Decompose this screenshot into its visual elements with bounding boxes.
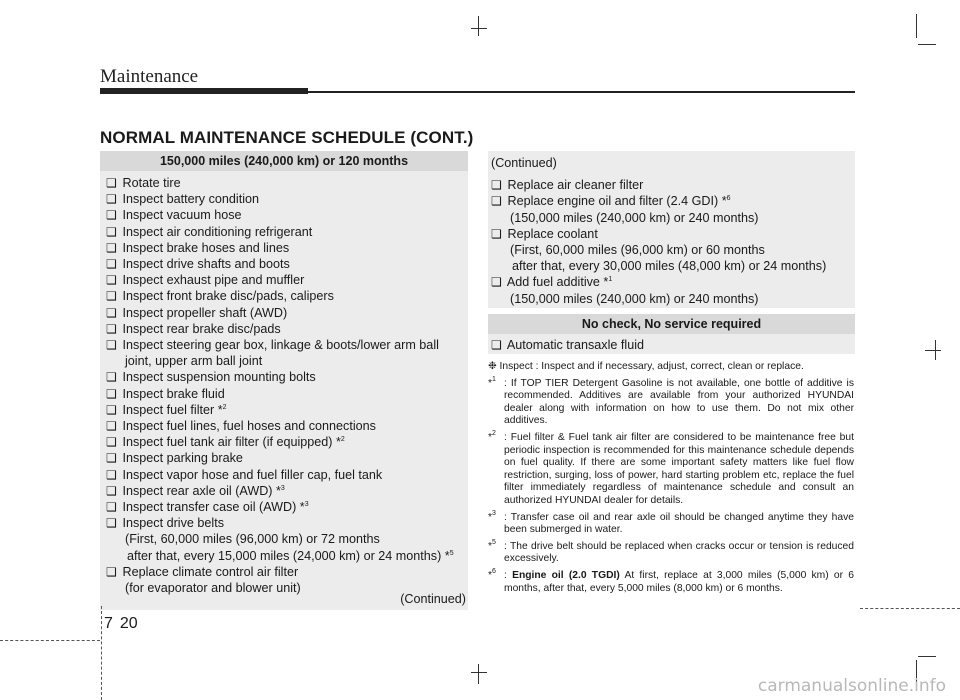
list-item xyxy=(106,207,468,223)
list-item xyxy=(106,224,468,240)
list-item xyxy=(106,402,468,418)
list-item-text: Inspect air conditioning refrigerant xyxy=(122,224,313,239)
header-title: Maintenance xyxy=(100,66,199,87)
list-item-text: Rotate tire xyxy=(122,176,181,190)
list-item xyxy=(106,272,468,288)
footnote-mark: *$^3$ xyxy=(488,509,496,523)
footnote-marker: 3 xyxy=(280,484,285,492)
checkbox-icon: ❑ xyxy=(491,194,502,209)
footnote-marker: 2 xyxy=(492,429,496,437)
footnote-marker: 1 xyxy=(492,375,496,383)
checkbox-icon: ❑ xyxy=(106,500,117,515)
schedule-box-150k xyxy=(100,151,468,610)
footnote-marker: 3 xyxy=(492,509,496,517)
list-item-text: Inspect drive belts xyxy=(122,516,225,531)
list-item-fuel-additive xyxy=(491,274,855,290)
crop-mark-top-right-vertical xyxy=(916,14,917,38)
footnote-marker: 5 xyxy=(492,538,496,546)
checkbox-icon: ❑ xyxy=(106,192,117,207)
checkbox-icon: ❑ xyxy=(106,467,117,482)
checkbox-icon: ❑ xyxy=(491,338,502,352)
list-item-text: Automatic transaxle fluid xyxy=(506,338,645,352)
checkbox-icon: ❑ xyxy=(106,419,117,434)
list-item-text: Replace engine oil and filter (2.4 GDI) * xyxy=(507,194,727,209)
continued-label: (Continued) xyxy=(400,592,466,606)
header-rule-thin xyxy=(308,91,855,93)
footnote-marker: 6 xyxy=(726,195,731,203)
list-item-subtext: (for evaporator and blower unit) xyxy=(125,581,301,596)
list-item-transaxle-fluid xyxy=(488,334,855,353)
footnote-mark: *$^2$ xyxy=(488,429,496,443)
list-item-text: Inspect vapor hose and fuel filler cap, fuel tank xyxy=(122,467,383,482)
crop-mark-bottom-vertical xyxy=(478,664,479,684)
schedule-box-continued xyxy=(488,151,855,308)
footnote-mark: *$^1$ xyxy=(488,375,496,389)
list-item-coolant xyxy=(491,226,855,242)
list-item-text: Add fuel additive * xyxy=(506,275,609,290)
crop-mark-top-right-horizontal xyxy=(918,44,936,45)
footnote-text xyxy=(504,570,854,595)
footnote-marker: 6 xyxy=(492,567,496,575)
list-item xyxy=(106,418,468,434)
checkbox-icon: ❑ xyxy=(491,226,502,241)
crop-mark-bottom-right-horizontal xyxy=(918,656,936,657)
footnote-body: At first, replace at 3,000 miles (5,000 km) or 6 months, after that, every 5,000 miles (8,000 km) or 6 months. xyxy=(504,569,854,594)
footnote-text: Inspect : Inspect and if necessary, adjust, correct, clean or replace. xyxy=(499,361,804,372)
list-item-subtext: (First, 60,000 miles (96,000 km) or 60 months xyxy=(510,243,765,258)
footnote-2 xyxy=(488,429,854,508)
chapter-number: 7 xyxy=(104,615,113,632)
list-item xyxy=(106,240,468,256)
checkbox-icon: ❑ xyxy=(106,516,117,531)
list-item-text: Inspect steering gear box, linkage & boots/lower arm ball xyxy=(122,338,439,353)
list-item-text: Replace air cleaner filter xyxy=(507,178,644,193)
footnote-6 xyxy=(488,567,854,595)
checkbox-icon: ❑ xyxy=(491,178,502,193)
list-item-subtext: after that, every 30,000 miles (48,000 km) or 24 months) xyxy=(512,259,827,274)
list-item xyxy=(106,483,468,499)
list-item-text: Inspect transfer case oil (AWD) * xyxy=(122,500,305,515)
footnote-mark: *$^5$ xyxy=(488,538,496,552)
list-item xyxy=(106,288,468,304)
list-item-text: Inspect vacuum hose xyxy=(122,208,242,223)
watermark: carmanualsonline.info xyxy=(757,676,946,696)
list-item-text: Inspect propeller shaft (AWD) xyxy=(122,305,288,320)
footnote-marker: 3 xyxy=(304,501,309,509)
footnote-marker: 5 xyxy=(449,549,454,557)
footnote-text: : The drive belt should be replaced when cracks occur or tension is reduced excessively. xyxy=(504,540,854,565)
page-number-value: 20 xyxy=(119,615,138,632)
list-item-subtext: (First, 60,000 miles (96,000 km) or 72 months xyxy=(125,532,380,547)
checkbox-icon: ❑ xyxy=(106,338,117,353)
schedule-item-list xyxy=(100,171,468,596)
footnote-1 xyxy=(488,375,854,428)
footer-dashed-rule-right xyxy=(860,608,960,609)
checkbox-icon: ❑ xyxy=(491,275,502,290)
list-item-text: Replace climate control air filter xyxy=(122,564,299,579)
footnote-inspect xyxy=(488,361,854,374)
no-check-box xyxy=(488,314,855,354)
list-item-text: Inspect exhaust pipe and muffler xyxy=(122,273,305,288)
checkbox-icon: ❑ xyxy=(106,240,117,255)
list-item-text: Inspect brake fluid xyxy=(122,386,225,401)
checkbox-icon: ❑ xyxy=(106,370,117,385)
list-item-text: Inspect fuel tank air filter (if equipped) * xyxy=(122,435,341,450)
checkbox-icon: ❑ xyxy=(106,564,117,579)
list-item xyxy=(106,175,468,191)
header-rule-thick xyxy=(100,88,308,94)
list-item xyxy=(106,321,468,337)
checkbox-icon: ❑ xyxy=(106,386,117,401)
list-item xyxy=(106,450,468,466)
footer-dashed-rule xyxy=(0,640,100,641)
list-item xyxy=(106,305,468,321)
list-item-text: Inspect fuel filter * xyxy=(122,402,223,417)
list-item-text: Inspect parking brake xyxy=(122,451,243,466)
list-item-engine-oil xyxy=(491,193,855,209)
checkbox-icon: ❑ xyxy=(106,176,117,190)
list-item xyxy=(106,434,468,450)
list-item-text: Replace coolant xyxy=(507,226,598,241)
schedule-item-list-continued xyxy=(488,151,855,307)
checkbox-icon: ❑ xyxy=(106,483,117,498)
list-item xyxy=(106,369,468,385)
checkbox-icon: ❑ xyxy=(106,224,117,239)
checkbox-icon: ❑ xyxy=(106,435,117,450)
footnote-marker: 2 xyxy=(222,403,227,411)
page-number-divider-vertical xyxy=(101,606,102,700)
footnotes xyxy=(488,361,854,595)
checkbox-icon: ❑ xyxy=(106,321,117,336)
list-item-air-cleaner xyxy=(491,177,855,193)
list-item xyxy=(106,337,468,353)
footnote-text: : If TOP TIER Detergent Gasoline is not available, one bottle of additive is recommended. Additives are available from your authorized HYUNDAI dealer along with information on how to use them. Do not mix other additives. xyxy=(504,377,854,427)
footnote-mark: *$^6$ xyxy=(488,567,496,581)
checkbox-icon: ❑ xyxy=(106,273,117,288)
checkbox-icon: ❑ xyxy=(106,208,117,223)
list-item-subtext-line: after that, every 15,000 miles (24,000 km) or 24 months) * xyxy=(127,548,450,563)
list-item-text: Inspect front brake disc/pads, calipers xyxy=(122,289,334,304)
schedule-box-heading: 150,000 miles (240,000 km) or 120 months xyxy=(100,151,468,171)
list-item xyxy=(106,499,468,515)
list-item xyxy=(106,467,468,483)
footnote-3 xyxy=(488,509,854,537)
page-number xyxy=(104,615,138,633)
checkbox-icon: ❑ xyxy=(106,257,117,272)
crop-mark-right-horizontal xyxy=(925,350,941,351)
section-title: NORMAL MAINTENANCE SCHEDULE (CONT.) xyxy=(100,128,474,147)
list-item-text: Inspect suspension mounting bolts xyxy=(122,370,316,385)
checkbox-icon: ❑ xyxy=(106,451,117,466)
list-item-subtext: (150,000 miles (240,000 km) or 240 months) xyxy=(510,291,759,306)
footnote-5 xyxy=(488,538,854,566)
checkbox-icon: ❑ xyxy=(106,305,117,320)
list-item xyxy=(106,191,468,207)
crop-mark-top-horizontal xyxy=(471,28,487,29)
continued-label-top: (Continued) xyxy=(491,156,557,170)
crop-mark-bottom-horizontal xyxy=(471,672,487,673)
list-item-text: Inspect rear axle oil (AWD) * xyxy=(122,483,281,498)
list-item xyxy=(106,256,468,272)
footnote-text: : Fuel filter & Fuel tank air filter are considered to be maintenance free but periodic inspection is recommended for this maintenance schedule depends on fuel quality. If there are some important safety matters like fuel flow restriction, surging, loss of power, hard starting problem etc, replace the fuel filter immediately regardless of maintenance schedule and consult an authorized HYUNDAI dealer for details. xyxy=(504,431,854,506)
checkbox-icon: ❑ xyxy=(106,402,117,417)
list-item-text: Inspect drive shafts and boots xyxy=(122,257,290,272)
list-item-text: Inspect brake hoses and lines xyxy=(122,240,290,255)
footnote-prefix: : xyxy=(504,569,513,581)
footnote-marker: 2 xyxy=(340,436,345,444)
list-item-climate-filter xyxy=(106,564,468,580)
list-item xyxy=(106,386,468,402)
crop-mark-top-vertical xyxy=(478,16,479,36)
list-item-text: Inspect battery condition xyxy=(122,192,260,207)
list-item-subtext xyxy=(106,548,468,564)
inspect-symbol-icon: ❉ xyxy=(488,361,497,372)
no-check-heading: No check, No service required xyxy=(488,314,855,334)
list-item-subtext: joint, upper arm ball joint xyxy=(125,354,263,369)
checkbox-icon: ❑ xyxy=(106,289,117,304)
footnote-marker: 1 xyxy=(608,276,613,284)
list-item-text: Inspect rear brake disc/pads xyxy=(122,321,281,336)
list-item-subtext: (150,000 miles (240,000 km) or 240 months) xyxy=(510,210,759,225)
footnote-text: : Transfer case oil and rear axle oil should be changed anytime they have been submerged in water. xyxy=(504,511,854,536)
list-item-text: Inspect fuel lines, fuel hoses and connections xyxy=(122,419,376,434)
list-item-drive-belts xyxy=(106,515,468,531)
footnote-bold: Engine oil (2.0 TGDI) xyxy=(512,569,620,581)
